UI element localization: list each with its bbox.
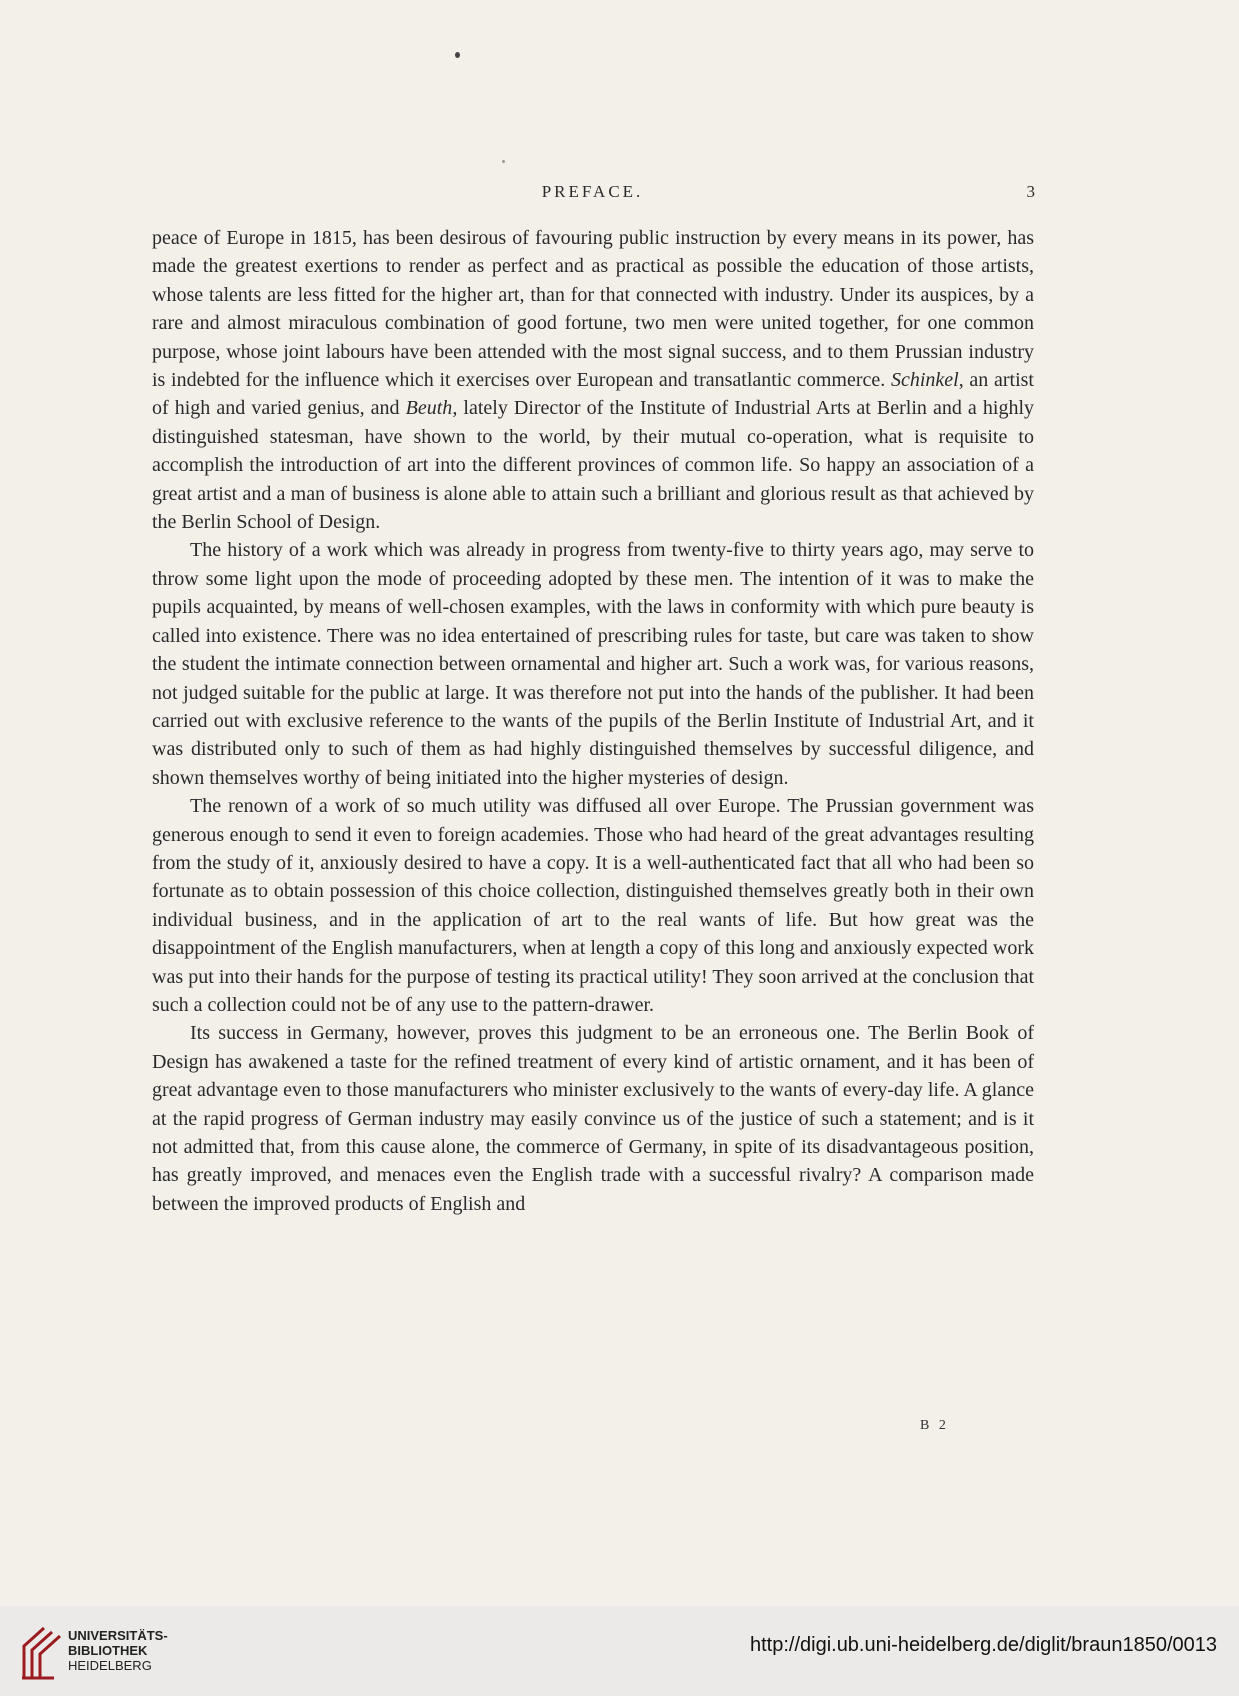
paragraph <box>152 536 1034 792</box>
running-title: PREFACE. <box>541 182 644 201</box>
library-logo-icon[interactable] <box>14 1624 64 1682</box>
library-name-line: HEIDELBERG <box>68 1658 152 1673</box>
ink-speck <box>502 160 505 163</box>
library-name-line: UNIVERSITÄTS- <box>68 1628 168 1643</box>
library-name-line: BIBLIOTHEK <box>68 1643 148 1658</box>
paragraph <box>152 1019 1034 1218</box>
source-url-link[interactable]: http://digi.ub.uni-heidelberg.de/diglit/braun1850/0013 <box>749 1634 1217 1656</box>
paragraph <box>152 792 1034 1019</box>
paragraph <box>152 224 1034 536</box>
italic-name: Schinkel <box>890 369 959 392</box>
library-name <box>68 1628 168 1673</box>
text-run: The renown of a work of so much utility was diffused all over Europe. The Prussian government was generous enough to send it even to foreign academies. Those who had heard of the great advantages resulting from the study of it, anxiously desired to have a copy. It is a well-authenticated fact that all who had been so fortunate as to obtain possession of this choice collection, distinguished themselves greatly both in their own individual business, and in the application of art to the real wants of life. But how great was the disappointment of the English manufacturers, when at length a copy of this long and anxiously expected work was put into their hands for the purpose of testing its practical utility! They soon arrived at the conclusion that such a collection could not be of any use to the pattern-drawer. <box>152 795 1034 1016</box>
text-run: , lately Director of the Institute of Industrial Arts at Berlin and a highly distinguished statesman, have shown to the world, by their mutual co-operation, what is requisite to accomplish the introduction of art into the different provinces of common life. So happy an association of a great artist and a man of business is alone able to attain such a brilliant and glorious result as that achieved by the Berlin School of Design. <box>152 397 1034 534</box>
ink-speck <box>455 52 460 58</box>
text-run: , an artist of high and varied genius, and <box>152 369 1034 420</box>
body-text <box>152 224 1034 1218</box>
text-run: The history of a work which was already in progress from twenty-five to thirty years ago, may serve to throw some light upon the mode of proceeding adopted by these men. The intention of it was to make the pupils acquainted, by means of well-chosen examples, with the laws in conformity with which pure beauty is called into existence. There was no idea entertained of prescribing rules for taste, but care was taken to show the student the intimate connection between ornamental and higher art. Such a work was, for various reasons, not judged suitable for the public at large. It was therefore not put into the hands of the publisher. It had been carried out with exclusive reference to the wants of the pupils of the Berlin Institute of Industrial Art, and it was distributed only to such of them as had highly distinguished themselves by successful diligence, and shown themselves worthy of being initiated into the higher mysteries of design. <box>152 539 1034 789</box>
running-header <box>150 182 1035 212</box>
signature-mark: B 2 <box>920 1418 949 1433</box>
library-footer <box>0 1606 1239 1696</box>
text-run: Its success in Germany, however, proves this judgment to be an erroneous one. The Berlin Book of Design has awakened a taste for the refined treatment of every kind of artistic ornament, and it has been of great advantage even to those manufacturers who minister exclusively to the wants of every-day life. A glance at the rapid progress of German industry may easily convince us of the justice of such a statement; and is it not admitted that, from this cause alone, the commerce of Germany, in spite of its disadvantageous position, has greatly improved, and menaces even the English trade with a successful rivalry? A comparison made between the improved products of English and <box>152 1022 1034 1215</box>
italic-name: Beuth <box>405 397 453 420</box>
page-number: 3 <box>1026 182 1035 201</box>
text-run: peace of Europe in 1815, has been desirous of favouring public instruction by every means in its power, has made the greatest exertions to render as perfect and as practical as possible the education of those artists, whose talents are less fitted for the higher art, than for that connected with industry. Under its auspices, by a rare and almost miraculous combination of good fortune, two men were united together, for one common purpose, whose joint labours have been attended with the most signal success, and to them Prussian industry is indebted for the influence which it exercises over European and transatlantic commerce. <box>152 227 1034 392</box>
